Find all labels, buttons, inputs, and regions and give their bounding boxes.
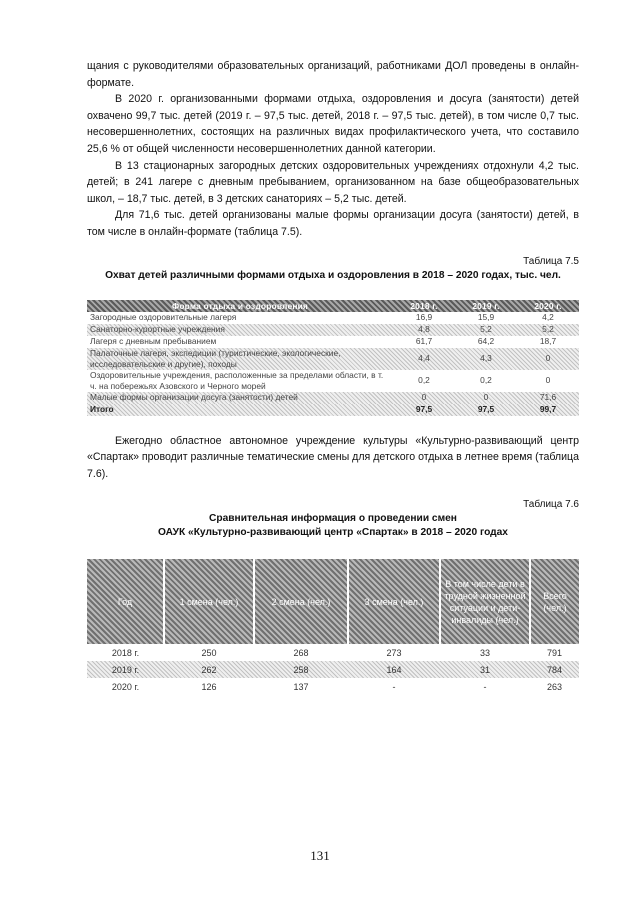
cell-shift-1: 250 xyxy=(201,647,217,658)
header-special: В том числе дети в трудной жизненной ситуации и дети-инвалиды (чел.) xyxy=(440,559,530,644)
document-page xyxy=(87,58,579,695)
cell-year: 2020 г. xyxy=(111,681,140,692)
row-label: Оздоровительные учреждения, расположенные за пределами области, в т. ч. на побережьях Азовского и Черного морей xyxy=(90,369,384,391)
cell-2018: 4,4 xyxy=(418,353,430,364)
cell-2019: 0,2 xyxy=(480,375,492,386)
cell-2020: 0 xyxy=(545,375,551,386)
cell-2020: 0 xyxy=(545,353,551,364)
header-shift-1: 1 смена (чел.) xyxy=(164,559,254,644)
table-row xyxy=(87,661,579,678)
cell-2018: 16,9 xyxy=(415,312,433,323)
cell-shift-3: 273 xyxy=(386,647,402,658)
cell-2020: 71,6 xyxy=(539,392,557,403)
table-7-6-title-line2: ОАУК «Культурно-развивающий центр «Спартак» в 2018 – 2020 годах xyxy=(158,527,508,539)
header-total: Всего (чел.) xyxy=(543,590,567,613)
cell-2019: 4,3 xyxy=(480,353,492,364)
cell-special: 31 xyxy=(479,664,490,675)
header-shift-2: 2 смена (чел.) xyxy=(254,559,348,644)
paragraph-1: щания с руководителями образовательных организаций, работниками ДОЛ проведены в онлайн-формате. xyxy=(87,60,579,89)
cell-shift-2: 258 xyxy=(293,664,309,675)
paragraph-3: В 13 стационарных загородных детских оздоровительных учреждениях отдохнули 4,2 тыс. детей; в 241 лагере с дневным пребыванием, организованном на базе общеобразовательных школ, – 18,7 тыс. детей, в 3 детских санаториях – 5,2 тыс. детей. xyxy=(87,159,579,205)
cell-shift-1: 262 xyxy=(201,664,217,675)
table-7-6 xyxy=(87,559,579,695)
table-7-5-title: Охват детей различными формами отдыха и оздоровления в 2018 – 2020 годах, тыс. чел. xyxy=(105,269,561,281)
cell-2018: 4,8 xyxy=(418,324,430,335)
table-row xyxy=(87,312,579,324)
header-2020: 2020 г. xyxy=(534,300,562,311)
header-year: Год xyxy=(87,559,164,644)
cell-shift-3: - xyxy=(392,681,396,692)
row-label: Загородные оздоровительные лагеря xyxy=(90,312,237,323)
table-row xyxy=(87,348,579,370)
table-total-row xyxy=(87,404,579,416)
cell-year: 2018 г. xyxy=(111,647,140,658)
table-header-row xyxy=(87,559,579,644)
table-row xyxy=(87,678,579,695)
cell-2019: 0 xyxy=(483,392,489,403)
page-number: 131 xyxy=(310,848,330,863)
paragraph-4: Для 71,6 тыс. детей организованы малые формы организации досуга (занятости) детей, в том числе в онлайн-формате (таблица 7.5). xyxy=(87,209,579,238)
header-shift-3: 3 смена (чел.) xyxy=(348,559,440,644)
table-7-6-caption: Таблица 7.6 xyxy=(523,499,579,511)
header-2019: 2019 г. xyxy=(472,300,500,311)
cell-total: 263 xyxy=(546,681,563,692)
cell-year: 2019 г. xyxy=(111,664,140,675)
row-label: Итого xyxy=(90,404,114,415)
cell-2018: 0 xyxy=(421,392,427,403)
cell-total: 784 xyxy=(546,664,563,675)
cell-2018: 97,5 xyxy=(415,404,433,415)
cell-shift-2: 268 xyxy=(293,647,309,658)
cell-2018: 0,2 xyxy=(418,375,430,386)
paragraph-2: В 2020 г. организованными формами отдыха, оздоровления и досуга (занятости) детей охвачено 99,7 тыс. детей (2019 г. – 97,5 тыс. детей, 2018 г. – 97,5 тыс. детей), в том числе 0,7 тыс. несовершеннолетних, состоящих на различных видах профилактического учета, что составило 25,6 % от общей численности несовершеннолетних данной категории. xyxy=(87,93,579,155)
row-label: Лагеря с дневным пребыванием xyxy=(90,336,217,347)
cell-2019: 97,5 xyxy=(477,404,495,415)
cell-shift-1: 126 xyxy=(201,681,217,692)
cell-total: 791 xyxy=(546,647,563,658)
header-form: Форма отдыха и оздоровления xyxy=(171,300,309,311)
cell-2020: 5,2 xyxy=(542,324,554,335)
cell-2020: 99,7 xyxy=(539,404,557,415)
table-7-6-title-line1: Сравнительная информация о проведении смен xyxy=(209,513,457,525)
cell-2019: 64,2 xyxy=(477,336,495,347)
row-label: Малые формы организации досуга (занятости) детей xyxy=(90,392,298,403)
cell-special: - xyxy=(483,681,487,692)
cell-special: 33 xyxy=(479,647,490,658)
paragraph-5: Ежегодно областное автономное учреждение культуры «Культурно-развивающий центр «Спартак» проводит различные тематические смены для детского отдыха в летнее время (таблица 7.6). xyxy=(87,434,579,480)
cell-shift-2: 137 xyxy=(293,681,309,692)
table-header-row xyxy=(87,300,579,312)
table-row xyxy=(87,392,579,404)
table-row xyxy=(87,336,579,348)
cell-2019: 15,9 xyxy=(477,312,495,323)
header-2018: 2018 г. xyxy=(410,300,438,311)
cell-shift-3: 164 xyxy=(386,664,402,675)
row-label: Палаточные лагеря, экспедиции (туристические, экологические, исследовательские и другие), походы xyxy=(90,347,341,369)
row-label: Санаторно-курортные учреждения xyxy=(90,324,225,335)
table-row xyxy=(87,324,579,336)
cell-2018: 61,7 xyxy=(415,336,433,347)
cell-2019: 5,2 xyxy=(480,324,492,335)
cell-2020: 18,7 xyxy=(539,336,557,347)
table-7-5 xyxy=(87,300,579,416)
table-7-5-caption: Таблица 7.5 xyxy=(523,255,579,267)
table-row xyxy=(87,644,579,661)
cell-2020: 4,2 xyxy=(542,312,554,323)
table-row xyxy=(87,370,579,392)
